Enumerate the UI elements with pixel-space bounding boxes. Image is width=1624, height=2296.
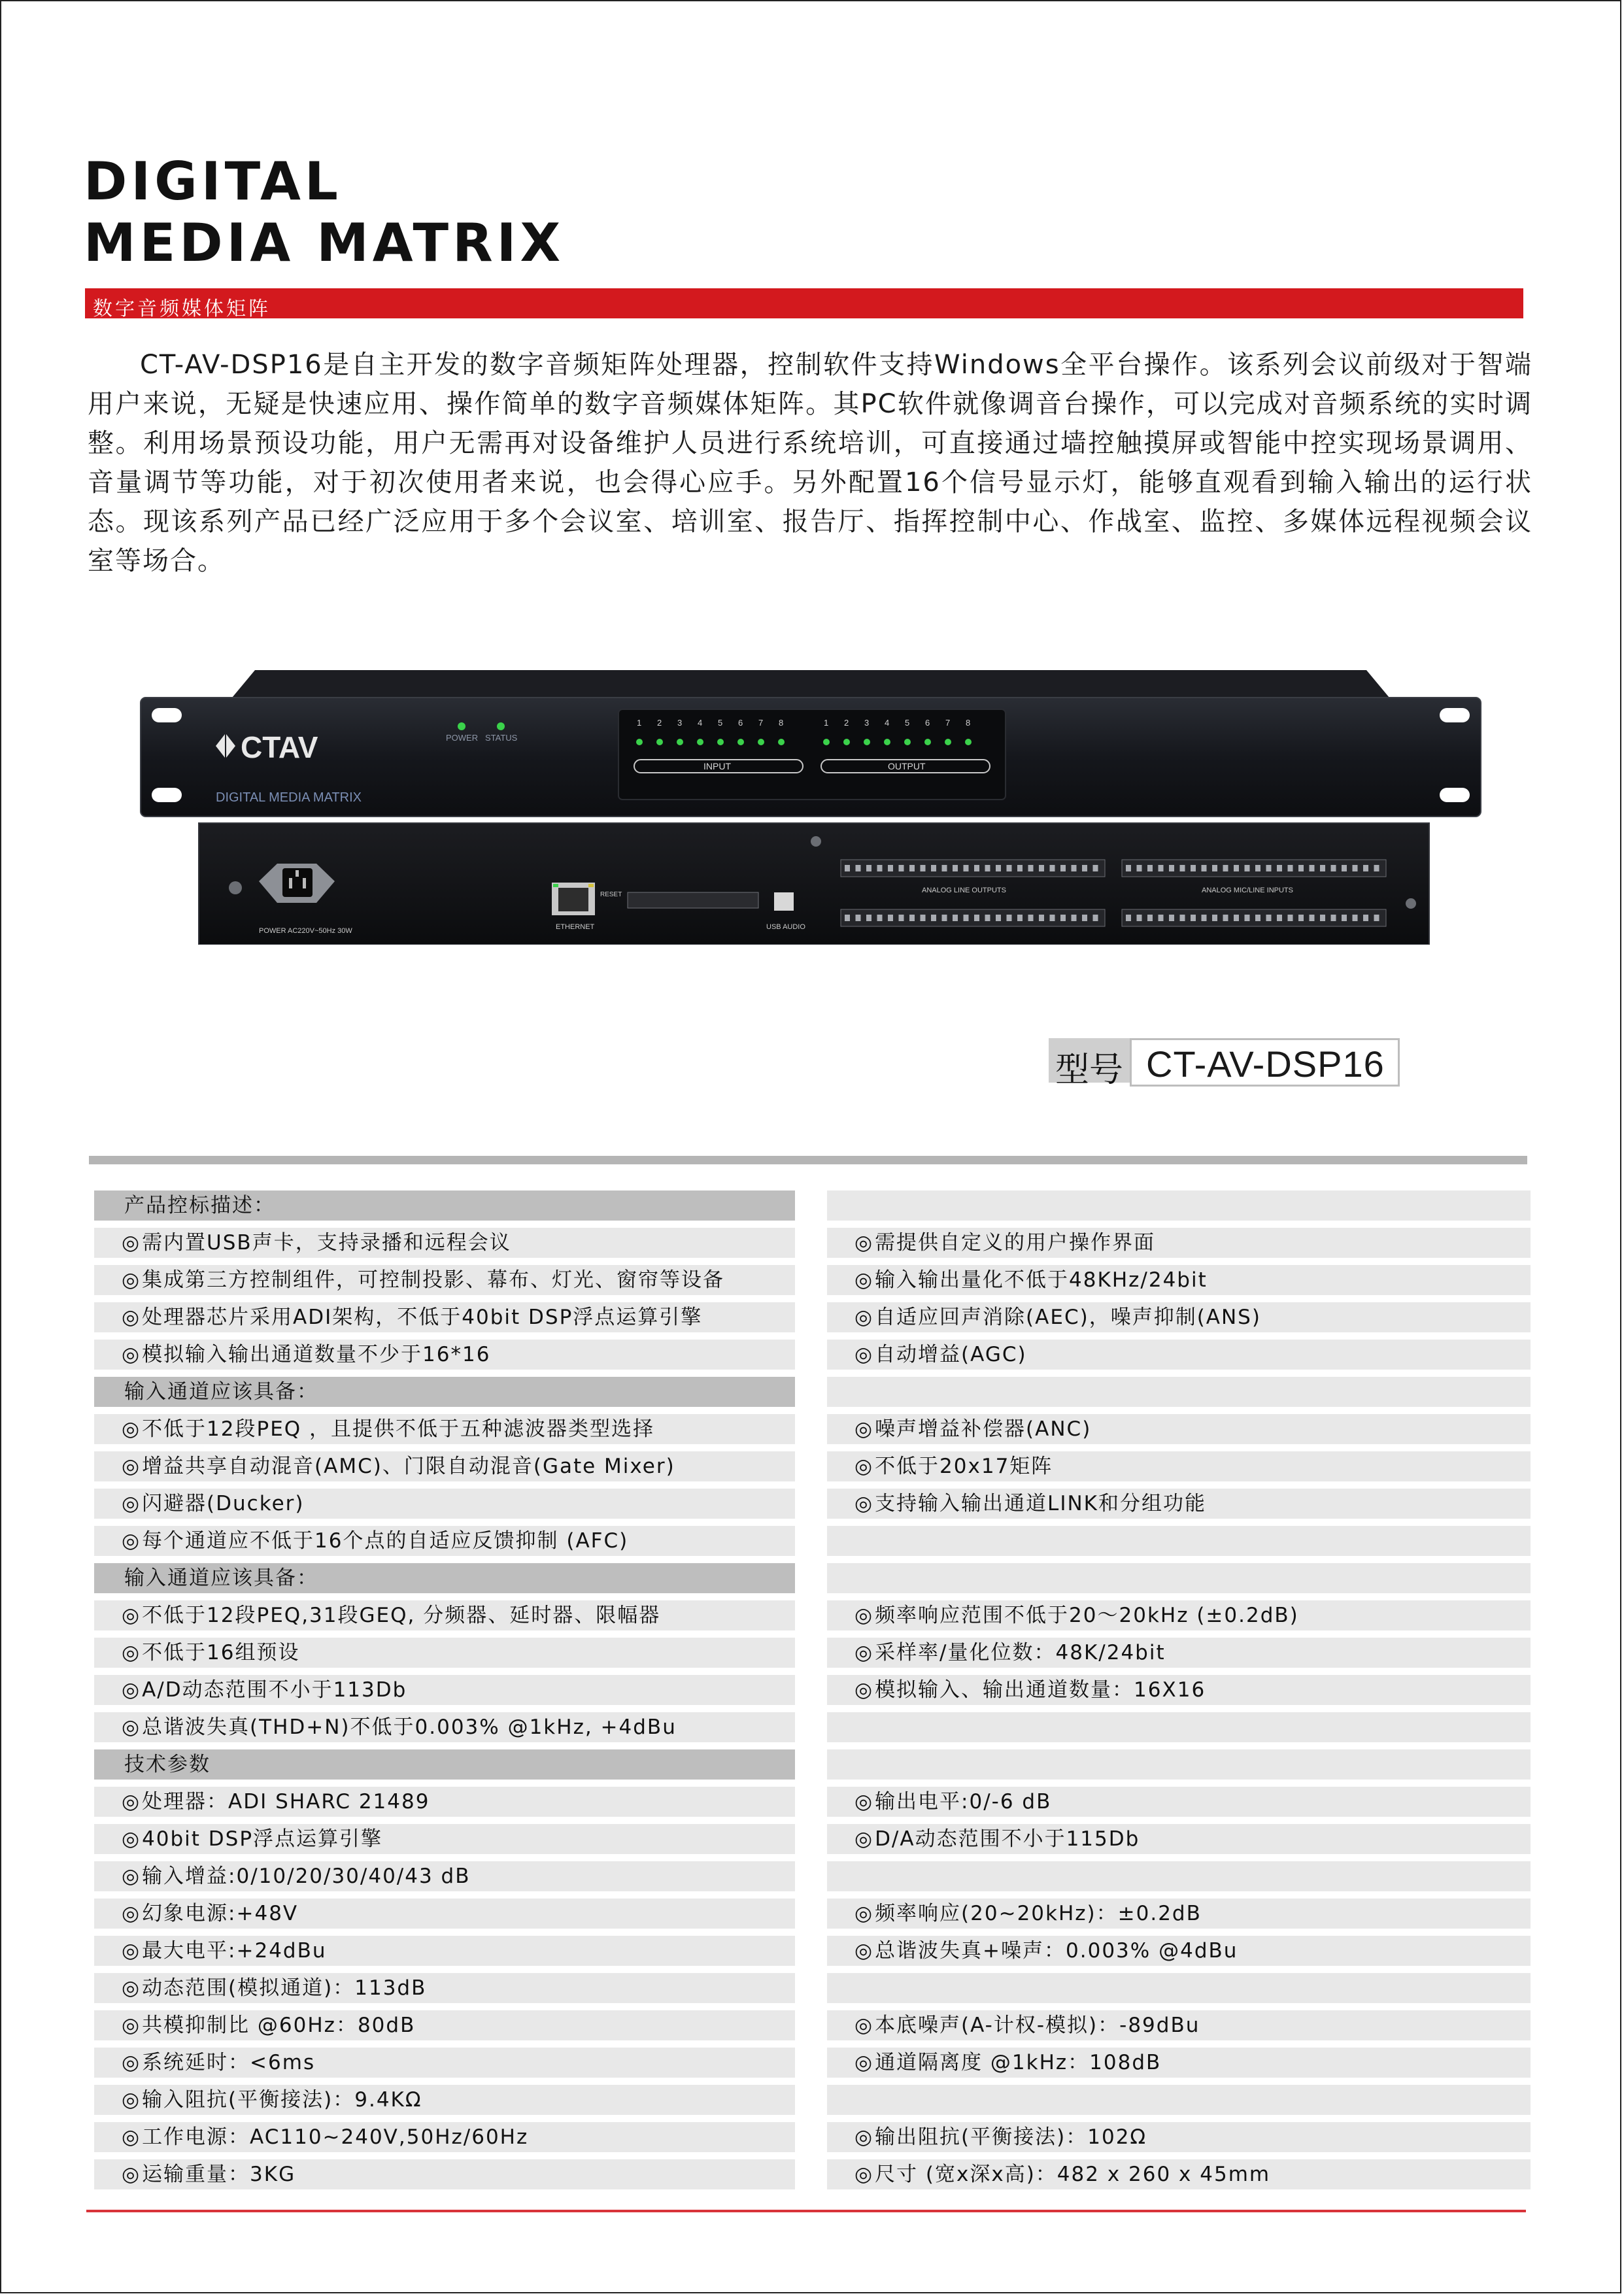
input-channel-number: 4	[698, 718, 703, 728]
terminal-pin	[1320, 915, 1325, 921]
reset-label: RESET	[600, 891, 622, 898]
output-channel-number: 4	[885, 718, 890, 728]
terminal-pin	[1093, 865, 1098, 871]
output-channel-led	[843, 739, 850, 745]
terminal-pin	[1017, 865, 1023, 871]
terminal-pin	[1126, 915, 1131, 921]
ethernet-port-icon	[552, 883, 595, 915]
spec-blank-row	[827, 1190, 1531, 1221]
terminal-pin	[1093, 915, 1098, 921]
input-channel-number: 8	[779, 718, 784, 728]
input-channel-number: 1	[637, 718, 642, 728]
spec-item: ◎ 噪声增益补偿器(ANC)	[827, 1414, 1531, 1444]
terminal-pin	[1234, 865, 1239, 871]
terminal-pin	[942, 865, 947, 871]
spec-section-heading: 输入通道应该具备：	[94, 1377, 795, 1407]
input-label: INPUT	[703, 761, 731, 771]
terminal-pin	[1191, 865, 1196, 871]
terminal-pin	[964, 915, 969, 921]
spec-item: ◎ 采样率/量化位数：48K/24bit	[827, 1638, 1531, 1668]
intro-text: CT-AV-DSP16是自主开发的数字音频矩阵处理器，控制软件支持Windows全平台操作。该系列会议前级对于智端用户来说，无疑是快速应用、操作简单的数字音频媒体矩阵。其PC软件就像调音台操作，可以完成对音频系统的实时调整。利用场景预设功能，用户无需再对设备维护人员进行系统培训，可直接通过墙控触摸屏或智能中控实现场景调用、音量调节等功能，对于初次使用者来说，也会得心应手。另外配置16个信号显示灯，能够直观看到输入输出的运行状态。现该系列产品已经广泛应用于多个会议室、培训室、报告厅、指挥控制中心、作战室、监控、多媒体远程视频会议室等场合。	[88, 350, 1532, 576]
spec-item: ◎ 不低于12段PEQ ，且提供不低于五种滤波器类型选择	[94, 1414, 795, 1444]
spec-item: ◎ 频率响应范围不低于20～20kHz (±0.2dB)	[827, 1600, 1531, 1630]
spec-blank-row	[827, 1563, 1531, 1593]
terminal-pin	[1298, 865, 1304, 871]
spec-item: ◎ 自动增益(AGC)	[827, 1340, 1531, 1370]
terminal-pin	[866, 915, 871, 921]
terminal-pin	[899, 915, 904, 921]
terminal-pin	[1060, 915, 1066, 921]
terminal-pin	[845, 915, 850, 921]
terminal-pin	[866, 865, 871, 871]
output-channel-led	[904, 739, 911, 745]
input-channel-number: 5	[718, 718, 723, 728]
usb-label: USB AUDIO	[766, 923, 805, 931]
spec-item: ◎ 系统延时：<6ms	[94, 2048, 795, 2078]
terminal-pin	[909, 915, 915, 921]
terminal-pin	[1342, 915, 1347, 921]
terminal-pin	[1191, 915, 1196, 921]
terminal-pin	[1039, 915, 1044, 921]
terminal-pin	[1082, 865, 1087, 871]
front-panel	[141, 698, 1481, 817]
terminal-pin	[1255, 915, 1260, 921]
spec-item: ◎ 处理器：ADI SHARC 21489	[94, 1787, 795, 1817]
terminal-pin	[974, 865, 979, 871]
intro-paragraph	[88, 345, 1532, 581]
spec-item: ◎ 本底噪声(A-计权-模拟)：-89dBu	[827, 2010, 1531, 2040]
terminal-pin	[974, 915, 979, 921]
spec-item: ◎ 闪避器(Ducker)	[94, 1489, 795, 1519]
input-channel-number: 2	[657, 718, 662, 728]
spec-item: ◎ 尺寸 (宽x深x高)：482 x 260 x 45mm	[827, 2159, 1531, 2189]
output-channel-led	[823, 739, 830, 745]
spec-item: ◎ 输入增益:0/10/20/30/40/43 dB	[94, 1861, 795, 1891]
spec-section-heading: 技术参数	[94, 1749, 795, 1780]
terminal-pin	[942, 915, 947, 921]
spec-blank-row	[827, 1749, 1531, 1780]
terminal-pin	[1374, 865, 1379, 871]
output-channel-led	[945, 739, 951, 745]
terminal-pin	[1137, 915, 1142, 921]
title-line-2: MEDIA MATRIX	[84, 212, 565, 273]
input-channel-number: 7	[758, 718, 764, 728]
terminal-pin	[1212, 865, 1217, 871]
input-channel-led	[677, 739, 683, 745]
terminal-pin	[1331, 865, 1336, 871]
terminal-pin	[877, 865, 883, 871]
analog-inputs-label: ANALOG MIC/LINE INPUTS	[1202, 886, 1293, 894]
spec-item: ◎ 自适应回声消除(AEC)，噪声抑制(ANS)	[827, 1302, 1531, 1332]
terminal-pin	[1277, 865, 1282, 871]
terminal-pin	[1223, 915, 1228, 921]
terminal-pin	[1072, 915, 1077, 921]
spec-item: ◎ 输入阻抗(平衡接法)：9.4KΩ	[94, 2085, 795, 2115]
terminal-pin	[1363, 865, 1368, 871]
terminal-pin	[921, 915, 926, 921]
input-channel-led	[737, 739, 744, 745]
spec-item: ◎ 输入输出量化不低于48KHz/24bit	[827, 1265, 1531, 1295]
spec-item: ◎ 不低于20x17矩阵	[827, 1451, 1531, 1481]
spec-item: ◎ 通道隔离度 @1kHz：108dB	[827, 2048, 1531, 2078]
spec-section-heading: 输入通道应该具备：	[94, 1563, 795, 1593]
terminal-pin	[888, 865, 893, 871]
terminal-pin	[996, 865, 1001, 871]
spec-item: ◎ D/A动态范围不小于115Db	[827, 1824, 1531, 1854]
terminal-pin	[1298, 915, 1304, 921]
output-channel-number: 5	[905, 718, 910, 728]
subtitle: 数字音频媒体矩阵	[93, 297, 271, 320]
terminal-pin	[953, 915, 958, 921]
spec-item: ◎ 处理器芯片采用ADI架构，不低于40bit DSP浮点运算引擎	[94, 1302, 795, 1332]
ethernet-label: ETHERNET	[556, 923, 595, 931]
terminal-pin	[931, 915, 936, 921]
terminal-pin	[1180, 915, 1185, 921]
terminal-pin	[1266, 915, 1272, 921]
terminal-pin	[1007, 865, 1012, 871]
product-image	[137, 670, 1484, 945]
analog-outputs-label: ANALOG LINE OUTPUTS	[922, 886, 1006, 894]
terminal-pin	[1147, 915, 1153, 921]
input-channel-number: 6	[738, 718, 743, 728]
output-channel-number: 6	[925, 718, 930, 728]
terminal-pin	[1147, 865, 1153, 871]
terminal-pin	[1310, 865, 1315, 871]
output-channel-number: 1	[824, 718, 829, 728]
spec-item: ◎ 共模抑制比 @60Hz：80dB	[94, 2010, 795, 2040]
output-channel-number: 7	[945, 718, 951, 728]
spec-blank-row	[827, 1712, 1531, 1742]
grey-divider	[89, 1156, 1527, 1164]
spec-item: ◎ A/D动态范围不小于113Db	[94, 1675, 795, 1705]
terminal-pin	[856, 915, 861, 921]
power-led	[458, 722, 465, 730]
terminal-pin	[985, 915, 990, 921]
spec-item: ◎ 每个通道应不低于16个点的自适应反馈抑制 (AFC)	[94, 1526, 795, 1556]
terminal-pin	[1288, 915, 1293, 921]
terminal-pin	[1126, 865, 1131, 871]
terminal-pin	[1320, 865, 1325, 871]
model-label: 型号	[1049, 1038, 1130, 1083]
spec-item: ◎ 支持输入输出通道LINK和分组功能	[827, 1489, 1531, 1519]
device-top	[232, 670, 1389, 698]
spec-blank-row	[827, 1526, 1531, 1556]
control-terminal	[628, 892, 758, 908]
spec-item: ◎ 动态范围(模拟通道)：113dB	[94, 1973, 795, 2003]
spec-item: ◎ 总谐波失真+噪声：0.003% @4dBu	[827, 1936, 1531, 1966]
terminal-pin	[1212, 915, 1217, 921]
terminal-pin	[1169, 915, 1174, 921]
terminal-pin	[1245, 915, 1250, 921]
terminal-pin	[856, 865, 861, 871]
terminal-pin	[1028, 865, 1034, 871]
terminal-pin	[1180, 865, 1185, 871]
terminal-pin	[1202, 915, 1207, 921]
spec-item: ◎ 最大电平:+24dBu	[94, 1936, 795, 1966]
output-channel-number: 8	[966, 718, 971, 728]
rear-power-label: POWER AC220V~50Hz 30W	[259, 927, 352, 935]
terminal-pin	[1223, 865, 1228, 871]
model-value: CT-AV-DSP16	[1130, 1038, 1400, 1087]
input-channel-led	[656, 739, 663, 745]
terminal-pin	[877, 915, 883, 921]
terminal-pin	[1159, 915, 1164, 921]
terminal-pin	[996, 915, 1001, 921]
terminal-pin	[909, 865, 915, 871]
output-channel-number: 3	[864, 718, 870, 728]
terminal-pin	[1310, 915, 1315, 921]
status-label: STATUS	[485, 733, 518, 743]
terminal-pin	[1050, 865, 1055, 871]
input-channel-led	[717, 739, 724, 745]
spec-blank-row	[827, 2085, 1531, 2115]
spec-section-heading: 产品控标描述：	[94, 1190, 795, 1221]
usb-port-icon	[774, 892, 794, 911]
spec-item: ◎ 不低于12段PEQ,31段GEQ, 分频器、延时器、限幅器	[94, 1600, 795, 1630]
terminal-pin	[1342, 865, 1347, 871]
input-channel-led	[697, 739, 703, 745]
output-channel-led	[965, 739, 972, 745]
terminal-pin	[1050, 915, 1055, 921]
terminal-pin	[888, 915, 893, 921]
terminal-pin	[1353, 915, 1358, 921]
terminal-pin	[1202, 865, 1207, 871]
terminal-pin	[1028, 915, 1034, 921]
spec-item: ◎ 40bit DSP浮点运算引擎	[94, 1824, 795, 1854]
terminal-pin	[1159, 865, 1164, 871]
input-channel-led	[636, 739, 643, 745]
rear-panel	[199, 823, 1429, 945]
terminal-pin	[1082, 915, 1087, 921]
input-channel-led	[758, 739, 764, 745]
terminal-pin	[964, 865, 969, 871]
output-label: OUTPUT	[888, 761, 926, 771]
spec-blank-row	[827, 1861, 1531, 1891]
front-label: DIGITAL MEDIA MATRIX	[216, 790, 362, 805]
terminal-pin	[1072, 865, 1077, 871]
title-line-1: DIGITAL	[84, 151, 342, 212]
spec-item: ◎ 输出电平:0/-6 dB	[827, 1787, 1531, 1817]
terminal-pin	[921, 865, 926, 871]
spec-column-right	[827, 1190, 1531, 2197]
terminal-pin	[1007, 915, 1012, 921]
power-label: POWER	[446, 733, 479, 743]
terminal-pin	[1234, 915, 1239, 921]
spec-blank-row	[827, 1973, 1531, 2003]
spec-item: ◎ 工作电源：AC110~240V,50Hz/60Hz	[94, 2122, 795, 2152]
terminal-pin	[1363, 915, 1368, 921]
spec-item: ◎ 总谐波失真(THD+N)不低于0.003% @1kHz, +4dBu	[94, 1712, 795, 1742]
model-box	[1049, 1038, 1400, 1090]
spec-column-left	[94, 1190, 795, 2197]
terminal-pin	[1374, 915, 1379, 921]
terminal-pin	[1060, 865, 1066, 871]
spec-item: ◎ 频率响应(20~20kHz)：±0.2dB	[827, 1899, 1531, 1929]
output-channel-led	[864, 739, 870, 745]
brand-name: CTAV	[241, 730, 318, 764]
spec-item: ◎ 增益共享自动混音(AMC)、门限自动混音(Gate Mixer)	[94, 1451, 795, 1481]
spec-item: ◎ 不低于16组预设	[94, 1638, 795, 1668]
terminal-pin	[931, 865, 936, 871]
terminal-pin	[1288, 865, 1293, 871]
terminal-pin	[1039, 865, 1044, 871]
terminal-pin	[845, 865, 850, 871]
output-channel-led	[884, 739, 890, 745]
output-channel-number: 2	[844, 718, 849, 728]
spec-item: ◎ 模拟输入、输出通道数量：16X16	[827, 1675, 1531, 1705]
terminal-pin	[1169, 865, 1174, 871]
terminal-pin	[985, 865, 990, 871]
terminal-pin	[1331, 915, 1336, 921]
terminal-pin	[1266, 865, 1272, 871]
spec-item: ◎ 幻象电源:+48V	[94, 1899, 795, 1929]
terminal-pin	[1353, 865, 1358, 871]
terminal-pin	[1277, 915, 1282, 921]
subtitle-bar	[85, 288, 1523, 318]
spec-item: ◎ 需内置USB声卡，支持录播和远程会议	[94, 1228, 795, 1258]
input-channel-number: 3	[677, 718, 683, 728]
spec-item: ◎ 输出阻抗(平衡接法)：102Ω	[827, 2122, 1531, 2152]
terminal-pin	[1255, 865, 1260, 871]
red-divider	[86, 2210, 1526, 2212]
spec-item: ◎ 模拟输入输出通道数量不少于16*16	[94, 1340, 795, 1370]
spec-blank-row	[827, 1377, 1531, 1407]
spec-item: ◎ 需提供自定义的用户操作界面	[827, 1228, 1531, 1258]
input-channel-led	[778, 739, 785, 745]
spec-item: ◎ 集成第三方控制组件，可控制投影、幕布、灯光、窗帘等设备	[94, 1265, 795, 1295]
status-led	[497, 722, 505, 730]
terminal-pin	[1245, 865, 1250, 871]
spec-item: ◎ 运输重量：3KG	[94, 2159, 795, 2189]
terminal-pin	[1017, 915, 1023, 921]
output-channel-led	[924, 739, 931, 745]
terminal-pin	[953, 865, 958, 871]
terminal-pin	[1137, 865, 1142, 871]
terminal-pin	[899, 865, 904, 871]
